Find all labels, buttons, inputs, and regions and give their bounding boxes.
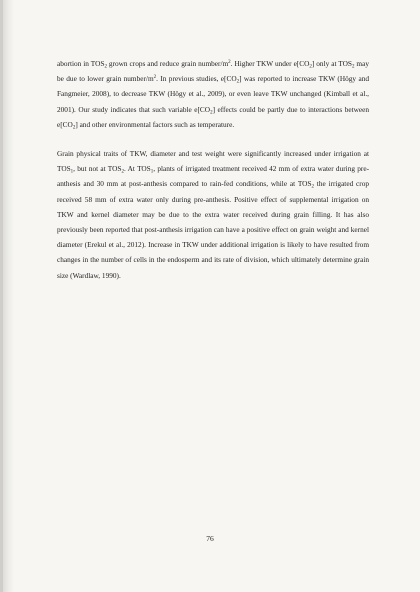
subscript: 1 [70,169,74,175]
paragraph: abortion in $TOS_2$ grown crops and reduce grain number/$m^2$. Higher TKW under $e[CO_2]$ only at $TOS_2$ may be due to lower grain number/$m^2$. In previous studies, $e[CO_2]$ was reported to increase TKW (Högy and Fangmeier, 2008), to decrease TKW (Högy et al., 2009), or even leave TKW unchanged (Kimball et al., 2001). Our study indicates that such variable $e[CO_2]$ effects could be partly due to interactions between $e[CO_2]$ and other environmental factors such as temperature. [57,59,370,131]
subscript: 2 [351,64,355,70]
subscript: 1 [150,169,154,175]
subscript: 2 [210,110,213,116]
subscript: 2 [72,125,76,131]
superscript: 2 [228,60,231,65]
subscript: 2 [121,169,124,175]
body-text [57,56,369,283]
subscript: 2 [311,184,314,190]
page-number: 76 [206,534,214,543]
paragraph: Grain physical traits of TKW, diameter and test weight were significantly increased under irrigation at $TOS_1$, but not at $TOS_2$. At $TOS_1$, plants of irrigated treatment received 42 mm of extra water during pre-anthesis and 30 mm at post-anthesis compared to rain-fed conditions, while at $TOS_2$ the irrigated crop received 58 mm of extra water only during pre-anthesis. Positive effect of supplemental irrigation on TKW and kernel diameter may be due to the extra water received during grain filling. It has also previously been reported that post-anthesis irrigation can have a positive effect on grain weight and kernel diameter (Erekul et al., 2012). Increase in TKW under additional irrigation is likely to have resulted from changes in the number of cells in the endosperm and its rate of division, which ultimately determine grain size (Wardlaw, 1990). [57,149,369,280]
subscript: 2 [236,79,240,85]
subscript: 2 [104,64,107,70]
subscript: 2 [309,64,312,70]
superscript: 2 [153,75,157,81]
page-binding-edge [0,0,3,592]
